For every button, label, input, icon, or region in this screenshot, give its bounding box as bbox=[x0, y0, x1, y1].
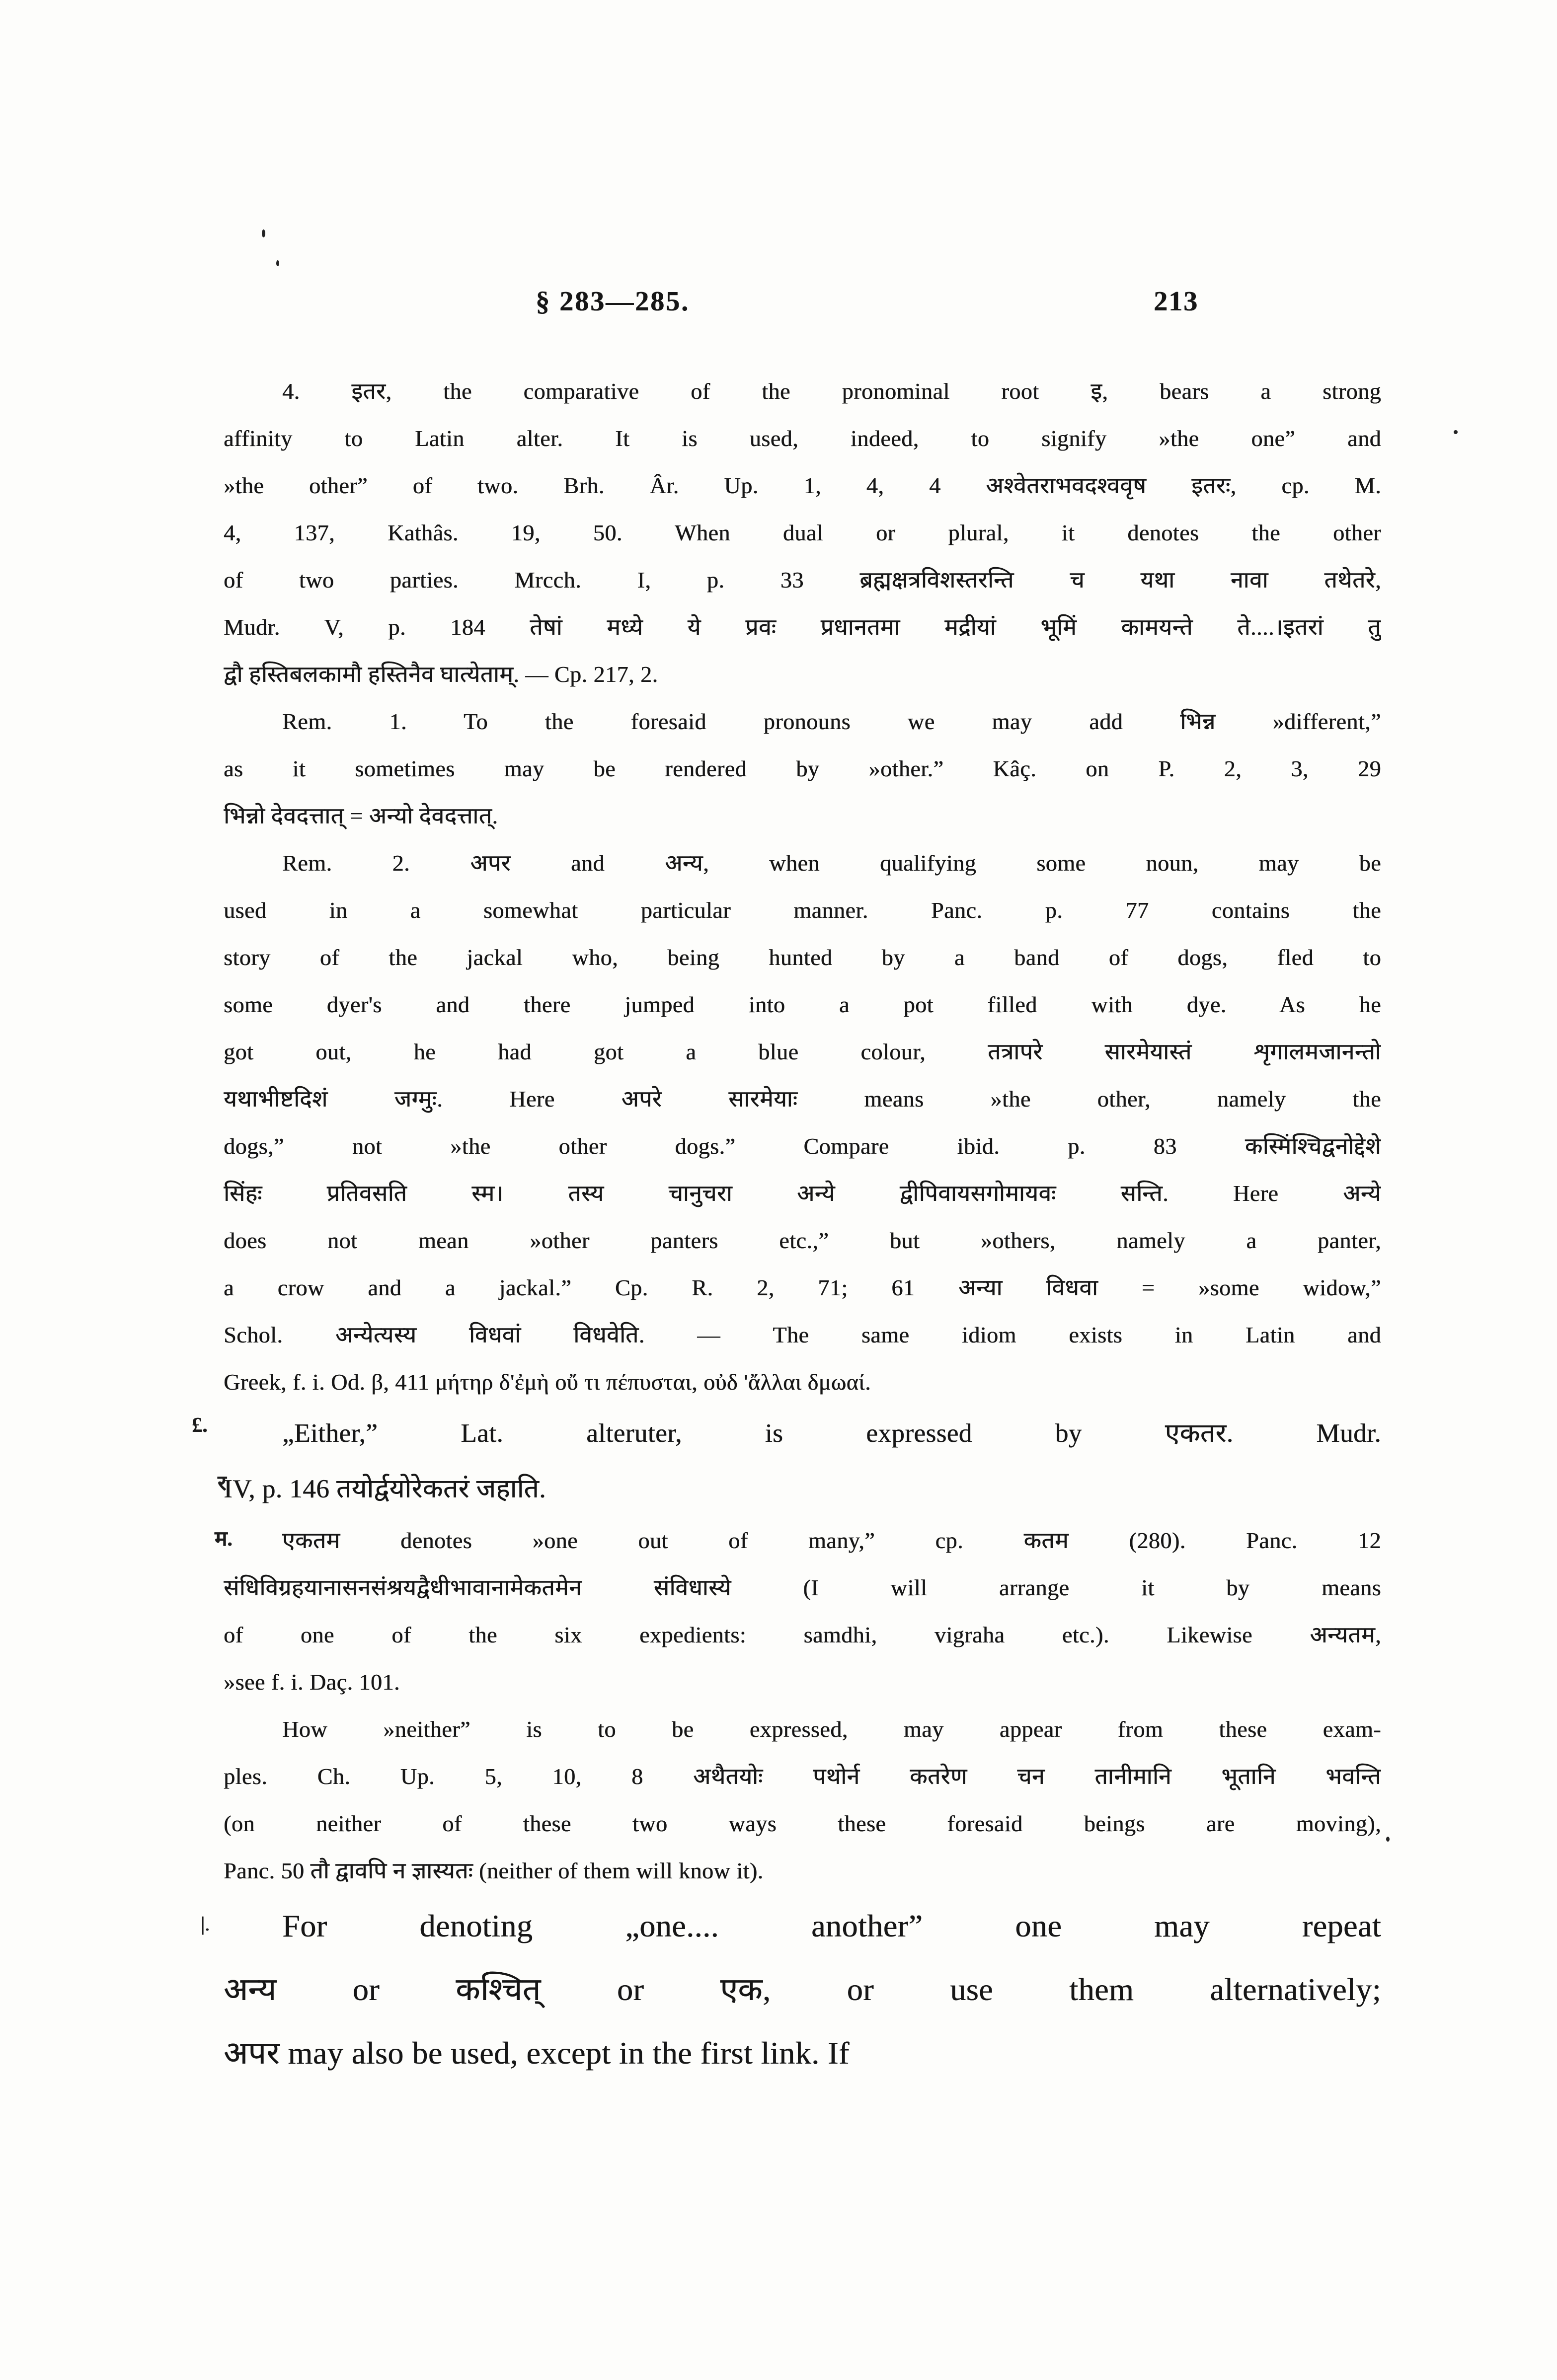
text-line: „Either,” Lat. alteruter, is expressed by एकतर. Mudr. bbox=[282, 1419, 1381, 1448]
text-line: 4, 137, Kathâs. 19, 50. When dual or plural, it denotes the other bbox=[224, 520, 1381, 545]
section-284-neither bbox=[224, 1706, 1381, 1894]
text-line: यथाभीष्टदिशं जग्मुः. Here अपरे सारमेयाः means »the other, namely the bbox=[224, 1086, 1381, 1112]
text-line: How »neither” is to be expressed, may appear from these exam- bbox=[282, 1716, 1381, 1742]
ink-speck bbox=[1454, 430, 1458, 434]
text-block bbox=[224, 368, 1381, 2085]
margin-note: £. bbox=[192, 1414, 208, 1437]
ink-speck bbox=[276, 260, 279, 266]
text-line: For denoting „one.... another” one may repeat bbox=[282, 1908, 1381, 1943]
text-line: dogs,” not »the other dogs.” Compare ibid. p. 83 कस्मिंश्चिद्वनोद्देशे bbox=[224, 1133, 1381, 1159]
text-line: Mudr. V, p. 184 तेषां मध्ये ये प्रवः प्रधानतमा मद्रीयां भूमिं कामयन्ते ते....।इतरां तु bbox=[224, 614, 1381, 640]
text-line: Schol. अन्येत्यस्य विधवां विधवेति. — The same idiom exists in Latin and bbox=[224, 1322, 1381, 1347]
text-line: अन्य or कश्चित् or एक, or use them alternatively; bbox=[224, 1972, 1381, 2007]
text-line: (on neither of these two ways these foresaid beings are moving), bbox=[224, 1811, 1381, 1836]
text-line: a crow and a jackal.” Cp. R. 2, 71; 61 अन्या विधवा = »some widow,” bbox=[224, 1275, 1381, 1300]
section-284-ekatama bbox=[224, 1517, 1381, 1706]
text-line: used in a somewhat particular manner. Panc. p. 77 contains the bbox=[224, 897, 1381, 923]
text-line: of two parties. Mrcch. I, p. 33 ब्रह्मक्षत्रविशस्तरन्ति च यथा नावा तथेतरे, bbox=[224, 567, 1381, 593]
text-line: some dyer's and there jumped into a pot filled with dye. As he bbox=[224, 992, 1381, 1017]
text-line: »see f. i. Daç. 101. bbox=[224, 1669, 400, 1695]
text-line: Greek, f. i. Od. β, 411 μήτηρ δ'ἐμὴ οὔ τι πέπυσται, οὐδ 'ἄλλαι δμωαί. bbox=[224, 1369, 871, 1395]
page-number: 213 bbox=[1154, 286, 1198, 317]
section-285 bbox=[224, 1894, 1381, 2085]
paragraph-283-item-4 bbox=[224, 368, 1381, 698]
text-line: affinity to Latin alter. It is used, indeed, to signify »the one” and bbox=[224, 426, 1381, 451]
text-line: संधिविग्रहयानासनसंश्रयद्वैधीभावानामेकतमेन संविधास्ये (I will arrange it by means bbox=[224, 1575, 1381, 1600]
text-line: 4. इतर, the comparative of the pronominal root इ, bears a strong bbox=[282, 378, 1381, 404]
ink-speck bbox=[1386, 1837, 1390, 1842]
text-line: does not mean »other panters etc.,” but »others, namely a panter, bbox=[224, 1228, 1381, 1253]
text-line: as it sometimes may be rendered by »other.” Kâç. on P. 2, 3, 29 bbox=[224, 756, 1381, 781]
margin-note: र bbox=[218, 1472, 227, 1495]
text-line: एकतम denotes »one out of many,” cp. कतम (280). Panc. 12 bbox=[282, 1528, 1381, 1553]
text-line: द्वौ हस्तिबलकामौ हस्तिनैव घात्येताम्. — Cp. 217, 2. bbox=[224, 662, 658, 687]
text-line: अपर may also be used, except in the first link. If bbox=[224, 2035, 850, 2071]
text-line: »the other” of two. Brh. Âr. Up. 1, 4, 4 अश्वेतराभवदश्ववृष इतरः, cp. M. bbox=[224, 473, 1381, 498]
text-line: भिन्नो देवदत्तात् = अन्यो देवदत्तात्. bbox=[224, 803, 498, 828]
ink-speck bbox=[262, 229, 265, 237]
text-line: सिंहः प्रतिवसति स्म। तस्य चानुचरा अन्ये द्वीपिवायसगोमायवः सन्ति. Here अन्ये bbox=[224, 1181, 1381, 1206]
running-header bbox=[0, 286, 1557, 325]
text-line: IV, p. 146 तयोर्द्वयोरेकतरं जहाति. bbox=[224, 1475, 546, 1503]
remark-1 bbox=[224, 698, 1381, 839]
section-284-head bbox=[224, 1406, 1381, 1517]
text-line: got out, he had got a blue colour, तत्रापरे सारमेयास्तं शृगालमजानन्तो bbox=[224, 1039, 1381, 1064]
margin-note: म. bbox=[215, 1528, 233, 1551]
section-range: § 283—285. bbox=[536, 286, 690, 317]
margin-note: |. bbox=[201, 1913, 210, 1935]
text-line: Rem. 1. To the foresaid pronouns we may add भिन्न »different,” bbox=[282, 709, 1381, 734]
remark-2 bbox=[224, 839, 1381, 1406]
text-line: of one of the six expedients: samdhi, vigraha etc.). Likewise अन्यतम, bbox=[224, 1622, 1381, 1647]
text-line: Panc. 50 तौ द्वावपि न ज्ञास्यतः (neither of them will know it). bbox=[224, 1858, 764, 1883]
text-line: ples. Ch. Up. 5, 10, 8 अथैतयोः पथोर्न कतरेण चन तानीमानि भूतानि भवन्ति bbox=[224, 1764, 1381, 1789]
text-line: Rem. 2. अपर and अन्य, when qualifying some noun, may be bbox=[282, 850, 1381, 876]
text-line: story of the jackal who, being hunted by a band of dogs, fled to bbox=[224, 945, 1381, 970]
